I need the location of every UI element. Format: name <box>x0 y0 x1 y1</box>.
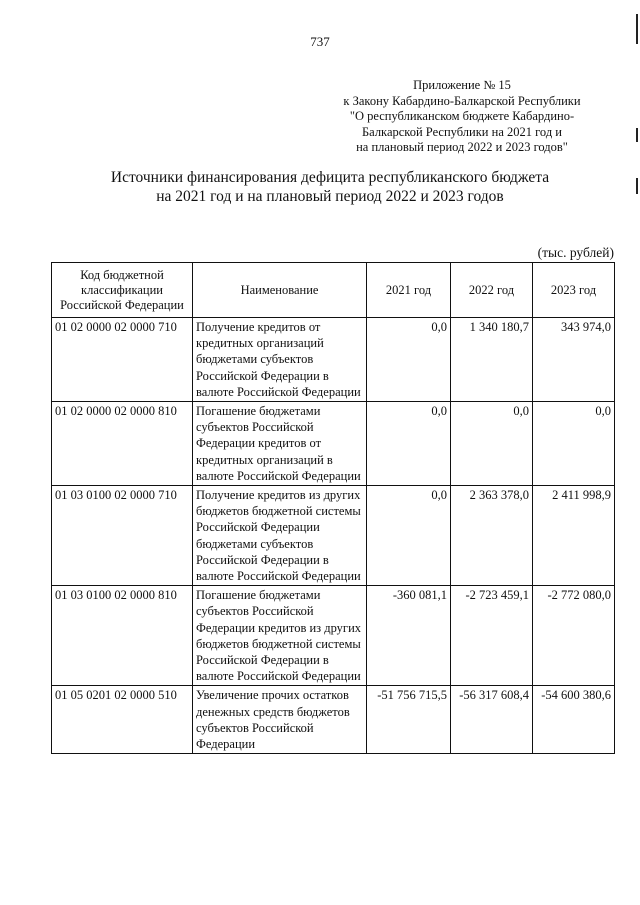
cell-2021: -360 081,1 <box>367 586 451 686</box>
cell-2023: -2 772 080,0 <box>533 586 615 686</box>
table-row <box>52 586 615 686</box>
appendix-header <box>322 78 602 156</box>
header-code: Код бюджетной классификации Российской Федерации <box>52 263 193 318</box>
table-row <box>52 486 615 586</box>
title-line-2: на 2021 год и на плановый период 2022 и 2023 годов <box>156 188 504 205</box>
table-row <box>52 686 615 754</box>
scan-edge-mark <box>636 178 638 194</box>
cell-2022: -2 723 459,1 <box>451 586 533 686</box>
cell-code: 01 03 0100 02 0000 710 <box>52 486 193 586</box>
header-2021: 2021 год <box>367 263 451 318</box>
financing-sources-table <box>51 262 615 754</box>
cell-code: 01 02 0000 02 0000 710 <box>52 318 193 402</box>
table-row <box>52 318 615 402</box>
cell-name: Погашение бюджетами субъектов Российской Федерации кредитов из других бюджетов бюджетной системы Российской Федерации в валюте Российской Федерации <box>193 586 367 686</box>
appendix-line: к Закону Кабардино-Балкарской Республики <box>343 93 581 108</box>
cell-2022: 0,0 <box>451 402 533 486</box>
cell-2022: 2 363 378,0 <box>451 486 533 586</box>
header-2023: 2023 год <box>533 263 615 318</box>
cell-name: Получение кредитов из других бюджетов бюджетной системы Российской Федерации бюджетами субъектов Российской Федерации в валюте Российской Федерации <box>193 486 367 586</box>
cell-code: 01 02 0000 02 0000 810 <box>52 402 193 486</box>
cell-name: Получение кредитов от кредитных организаций бюджетами субъектов Российской Федерации в валюте Российской Федерации <box>193 318 367 402</box>
appendix-line: "О республиканском бюджете Кабардино- <box>349 109 575 123</box>
scan-edge-mark <box>636 14 638 44</box>
cell-name: Погашение бюджетами субъектов Российской Федерации кредитов от кредитных организаций в валюте Российской Федерации <box>193 402 367 486</box>
cell-2023: 0,0 <box>533 402 615 486</box>
table-header-row <box>52 263 615 318</box>
units-note: (тыс. рублей) <box>537 245 614 260</box>
header-name: Наименование <box>193 263 367 318</box>
cell-2021: -51 756 715,5 <box>367 686 451 754</box>
cell-2022: 1 340 180,7 <box>451 318 533 402</box>
appendix-line: на плановый период 2022 и 2023 годов" <box>356 140 568 154</box>
cell-code: 01 03 0100 02 0000 810 <box>52 586 193 686</box>
cell-2021: 0,0 <box>367 402 451 486</box>
cell-code: 01 05 0201 02 0000 510 <box>52 686 193 754</box>
cell-name: Увеличение прочих остатков денежных средств бюджетов субъектов Российской Федерации <box>193 686 367 754</box>
cell-2023: 2 411 998,9 <box>533 486 615 586</box>
cell-2023: -54 600 380,6 <box>533 686 615 754</box>
cell-2021: 0,0 <box>367 486 451 586</box>
cell-2022: -56 317 608,4 <box>451 686 533 754</box>
table-row <box>52 402 615 486</box>
page-number: 737 <box>310 34 330 49</box>
appendix-line: Балкарской Республики на 2021 год и <box>361 124 562 139</box>
cell-2023: 343 974,0 <box>533 318 615 402</box>
title-line-1: Источники финансирования дефицита республиканского бюджета <box>110 169 550 186</box>
appendix-line: Приложение № 15 <box>413 78 511 92</box>
header-2022: 2022 год <box>451 263 533 318</box>
document-title <box>30 168 630 206</box>
scan-edge-mark <box>636 128 638 142</box>
cell-2021: 0,0 <box>367 318 451 402</box>
